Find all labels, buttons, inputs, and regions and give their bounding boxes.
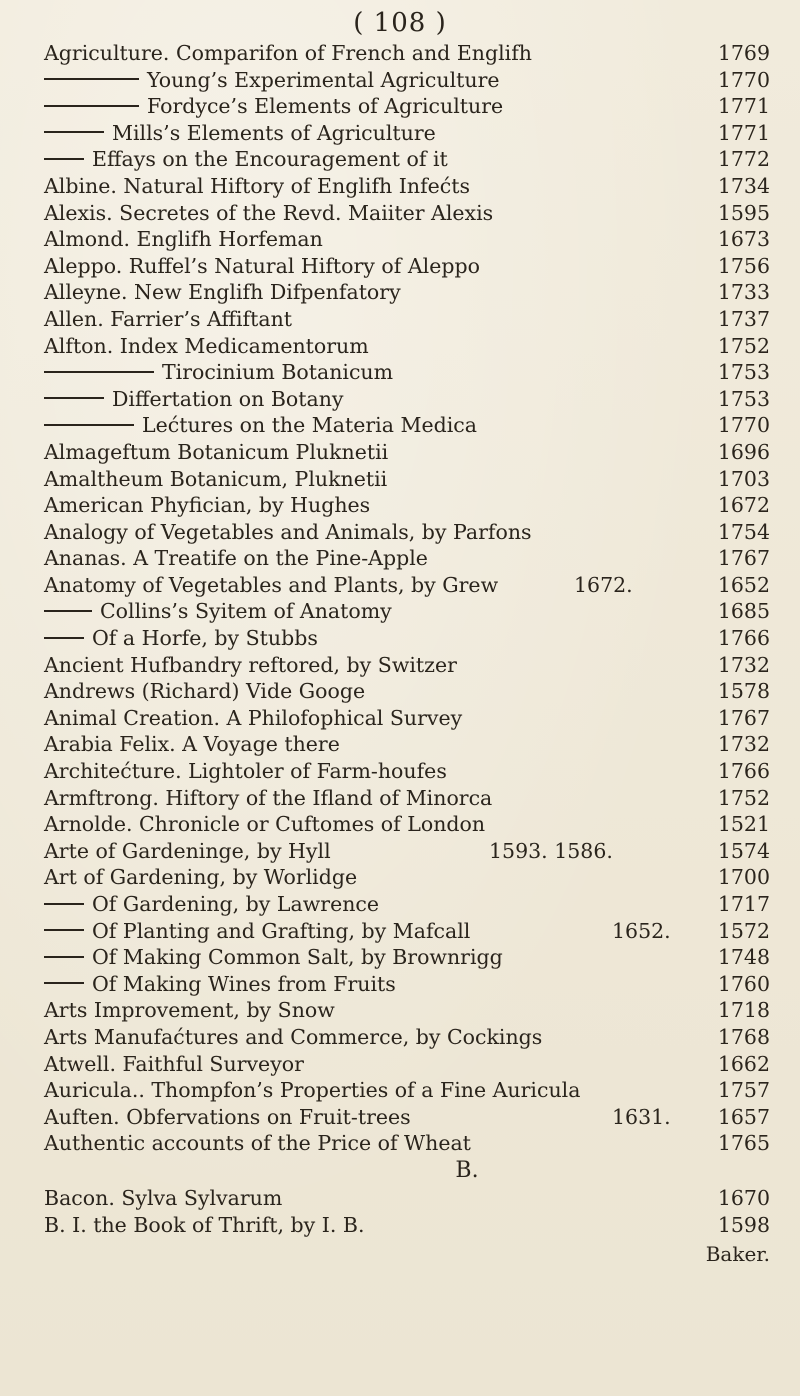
ditto-rule: [44, 424, 134, 426]
catalogue-entry: [44, 891, 770, 918]
catalogue-entry: [44, 359, 770, 386]
entry-year: 1767: [717, 546, 770, 571]
entry-year: 1718: [717, 998, 770, 1023]
entry-year: 1700: [717, 865, 770, 890]
catalogue-entry: [44, 625, 770, 652]
entry-title: [44, 173, 470, 200]
entry-year: 1753: [717, 360, 770, 385]
entry-title: [44, 944, 503, 971]
entry-description: Collins’s Syitem of Anatomy: [100, 599, 392, 624]
entry-year: 1670: [717, 1185, 770, 1210]
entry-title: [44, 652, 457, 679]
entry-year: 1734: [717, 173, 770, 198]
entry-description: Arte of Gardeninge, by Hyll: [44, 838, 331, 863]
entry-title: [44, 386, 344, 413]
entry-year: 1521: [717, 812, 770, 837]
entry-title: [44, 492, 370, 519]
entry-description: Almageftum Botanicum Pluknetii: [44, 439, 389, 464]
entry-description: Young’s Experimental Agriculture: [147, 67, 500, 92]
entry-description: (Richard) Vide Googe: [141, 679, 366, 704]
ditto-rule: [44, 131, 104, 133]
entry-title: [44, 412, 477, 439]
catalogue-entry: [44, 200, 770, 227]
entry-description: Of Gardening, by Lawrence: [92, 892, 380, 916]
catalogue-entry: [44, 67, 770, 94]
entry-heading: Aleppo.: [44, 253, 129, 278]
entry-other-years: 1652.: [612, 918, 671, 943]
page-number: ( 108 ): [353, 8, 447, 38]
catalogue-entry: [44, 146, 770, 173]
entry-description: Authentic accounts of the Price of Wheat: [44, 1131, 471, 1156]
entry-year: 1657: [717, 1104, 770, 1129]
entry-description: Farrier’s Affiftant: [110, 306, 293, 331]
entry-year: 1572: [717, 918, 770, 943]
entry-year: 1737: [717, 306, 770, 331]
entry-description: Effays on the Encouragement of it: [92, 147, 448, 172]
entry-description: Englifh Horfeman: [136, 227, 323, 252]
entry-heading: Alexis.: [44, 200, 120, 225]
entry-description: Natural Hiftory of Englifh Infećts: [123, 173, 471, 198]
entry-year: 1703: [717, 466, 770, 491]
entry-description: Sylva Sylvarum: [121, 1185, 283, 1210]
entry-year: 1752: [717, 785, 770, 810]
entry-title: [44, 333, 369, 360]
entry-title: [44, 1104, 411, 1131]
entry-heading: Almond.: [44, 227, 137, 252]
catalogue-entry: [44, 386, 770, 413]
catalogue-entry: [44, 598, 770, 625]
entry-year: 1757: [717, 1078, 770, 1103]
entry-description: Comparifon of French and Englifh: [175, 41, 533, 65]
catalogue-entry: [44, 678, 770, 705]
catalogue-entry: [44, 253, 770, 280]
entry-description: American Phyfician, by Hughes: [44, 493, 371, 518]
ditto-rule: [44, 610, 92, 612]
catalogue-entry: [44, 439, 770, 466]
entry-title: [44, 625, 318, 652]
entry-description: Ancient Hufbandry reftored, by Switzer: [44, 652, 457, 677]
entry-year: 1673: [717, 227, 770, 252]
entry-heading: Agriculture.: [44, 41, 176, 65]
catalogue-entry: [44, 971, 770, 998]
entry-year: 1753: [717, 386, 770, 411]
catalogue-entry: [44, 572, 770, 599]
entry-year: 1772: [717, 147, 770, 172]
entry-title: [44, 545, 428, 572]
entry-year: 1578: [717, 679, 770, 704]
entry-title: [44, 1130, 471, 1157]
entry-year: 1766: [717, 759, 770, 784]
entry-year: 1770: [717, 413, 770, 438]
catalogue-entry: [44, 1077, 770, 1104]
entry-title: [44, 1051, 304, 1078]
entry-description: Index Medicamentorum: [119, 333, 369, 358]
catalogue-entry: [44, 519, 770, 546]
catalogue-entry: [44, 40, 770, 67]
entry-description: Chronicle or Cuftomes of London: [139, 812, 486, 837]
entry-heading: Auften.: [44, 1104, 127, 1129]
entry-description: Analogy of Vegetables and Animals, by Parfons: [44, 519, 532, 544]
entry-title: [44, 598, 392, 625]
entry-year: 1595: [717, 200, 770, 225]
entry-description: Ruffel’s Natural Hiftory of Aleppo: [128, 253, 480, 278]
entry-title: [44, 200, 493, 227]
entry-title: [44, 226, 323, 253]
entry-title: [44, 1185, 282, 1212]
entry-description: Hiftory of the Ifland of Minorca: [165, 785, 493, 810]
entry-heading: Auricula..: [44, 1078, 152, 1103]
entry-year: 1770: [717, 67, 770, 92]
catalogue-entry: [44, 1130, 770, 1157]
catalogue-entry: [44, 1104, 770, 1131]
entry-year: 1769: [717, 41, 770, 65]
entry-description: Arabia Felix. A Voyage there: [44, 732, 340, 757]
entry-description: Amaltheum Botanicum, Pluknetii: [44, 466, 388, 491]
entry-title: [44, 279, 401, 306]
catalogue-entry: [44, 705, 770, 732]
catalogue-entry: [44, 838, 770, 865]
entry-year: 1765: [717, 1131, 770, 1156]
ditto-rule: [44, 903, 84, 905]
catalogue-entry: [44, 944, 770, 971]
entry-other-years: 1672.: [574, 572, 633, 597]
ditto-rule: [44, 956, 84, 958]
catalogue-entry: [44, 785, 770, 812]
catalogue-entry: [44, 731, 770, 758]
entry-year: 1574: [717, 838, 770, 863]
entry-description: Animal Creation. A Philofophical Survey: [44, 705, 463, 730]
ditto-rule: [44, 929, 84, 931]
entry-description: Of Making Wines from Fruits: [92, 971, 396, 996]
catalogue-entry: [44, 811, 770, 838]
catalogue-entry: [44, 545, 770, 572]
entry-heading: Albine.: [44, 173, 124, 198]
catalogue-entry: [44, 918, 770, 945]
entry-description: Of a Horfe, by Stubbs: [92, 626, 318, 651]
entry-title: [44, 439, 388, 466]
entry-title: [44, 40, 532, 67]
entry-year: 1754: [717, 519, 770, 544]
entry-year: 1766: [717, 626, 770, 651]
entry-description: Tirocinium Botanicum: [162, 360, 394, 385]
catalogue-entry: [44, 492, 770, 519]
entry-title: [44, 67, 500, 94]
catalogue-entry: [44, 1212, 770, 1239]
entry-description: New Englifh Difpenfatory: [134, 280, 401, 305]
entry-heading: Alleyne.: [44, 280, 134, 305]
entry-title: [44, 785, 492, 812]
entry-title: [44, 120, 436, 147]
entry-heading: Allen.: [44, 306, 111, 331]
entry-description: Of Making Common Salt, by Brownrigg: [92, 945, 503, 970]
entry-heading: Andrews: [44, 679, 142, 704]
entry-description: Fordyce’s Elements of Agriculture: [147, 94, 504, 119]
entry-title: [44, 519, 532, 546]
entry-description: Architećture. Lightoler of Farm-houfes: [44, 759, 447, 784]
catalogue-entry: [44, 1185, 770, 1212]
catalogue-entry: [44, 306, 770, 333]
entry-description: Anatomy of Vegetables and Plants, by Grew: [44, 572, 499, 597]
entry-title: [44, 811, 485, 838]
entry-title: [44, 359, 393, 386]
entry-description: Secretes of the Revd. Maiiter Alexis: [119, 200, 494, 225]
ditto-rule: [44, 78, 139, 80]
entry-year: 1760: [717, 971, 770, 996]
ditto-rule: [44, 982, 84, 984]
catalogue-entry: [44, 93, 770, 120]
entry-title: [44, 572, 498, 599]
entry-year: 1662: [717, 1051, 770, 1076]
catalogue-entry: [44, 758, 770, 785]
entry-description: Arts Improvement, by Snow: [44, 998, 335, 1023]
entry-title: [44, 1024, 542, 1051]
entry-year: 1732: [717, 732, 770, 757]
entry-heading: Alfton.: [44, 333, 120, 358]
entry-heading: Arnolde.: [44, 812, 139, 837]
catalogue-entry: [44, 1024, 770, 1051]
entry-year: 1748: [717, 945, 770, 970]
entry-year: 1752: [717, 333, 770, 358]
entry-year: 1696: [717, 439, 770, 464]
entry-year: 1672: [717, 493, 770, 518]
entry-title: [44, 918, 470, 945]
ditto-rule: [44, 105, 139, 107]
catalogue-entry: [44, 466, 770, 493]
catalogue-entry: [44, 1051, 770, 1078]
entry-title: [44, 466, 387, 493]
ditto-rule: [44, 397, 104, 399]
entry-heading: Atwell.: [44, 1051, 123, 1076]
entry-title: [44, 891, 379, 918]
entry-year: 1767: [717, 705, 770, 730]
entry-title: [44, 997, 335, 1024]
entry-year: 1732: [717, 652, 770, 677]
entry-title: [44, 1212, 364, 1239]
entry-year: 1771: [717, 120, 770, 145]
entry-heading: Ananas.: [44, 546, 134, 571]
catalogue-entry: [44, 864, 770, 891]
catalogue-entry: [44, 333, 770, 360]
entry-description: Obfervations on Fruit-trees: [126, 1104, 411, 1129]
entry-title: [44, 864, 357, 891]
entry-title: [44, 146, 448, 173]
entry-year: 1598: [717, 1212, 770, 1237]
catalogue-entry: [44, 652, 770, 679]
catalogue-entry: [44, 173, 770, 200]
ditto-rule: [44, 371, 154, 373]
entry-title: [44, 306, 292, 333]
entry-description: Differtation on Botany: [112, 386, 344, 411]
catalogue-entry: [44, 226, 770, 253]
catalogue-entry: [44, 279, 770, 306]
catchword: Baker.: [705, 1242, 770, 1266]
entry-title: [44, 838, 331, 865]
entry-heading: B. I.: [44, 1212, 94, 1237]
entry-other-years: 1631.: [612, 1104, 671, 1129]
entry-year: 1768: [717, 1024, 770, 1049]
ditto-rule: [44, 158, 84, 160]
entry-heading: Armftrong.: [44, 785, 166, 810]
entry-title: [44, 758, 447, 785]
entry-description: A Treatife on the Pine-Apple: [133, 546, 428, 571]
catalogue-entry: [44, 120, 770, 147]
entry-year: 1756: [717, 253, 770, 278]
entry-title: [44, 971, 396, 998]
section-letter: B.: [455, 1157, 479, 1183]
catalogue-entry: [44, 997, 770, 1024]
entry-description: the Book of Thrift, by I. B.: [93, 1212, 365, 1237]
ditto-rule: [44, 637, 84, 639]
entry-description: Thompfon’s Properties of a Fine Auricula: [151, 1078, 581, 1103]
entry-description: Arts Manufaćtures and Commerce, by Cockings: [44, 1024, 543, 1049]
entry-title: [44, 1077, 580, 1104]
entry-year: 1685: [717, 599, 770, 624]
entry-year: 1652: [717, 572, 770, 597]
catalogue-entry: [44, 412, 770, 439]
entry-title: [44, 93, 503, 120]
entry-year: 1717: [717, 892, 770, 916]
entry-other-years: 1593. 1586.: [489, 838, 613, 863]
entry-title: [44, 678, 365, 705]
entry-title: [44, 705, 462, 732]
entry-description: Faithful Surveyor: [122, 1051, 304, 1076]
entry-year: 1733: [717, 280, 770, 305]
entry-description: Art of Gardening, by Worlidge: [44, 865, 358, 890]
entry-description: Lećtures on the Materia Medica: [142, 413, 477, 438]
entry-description: Of Planting and Grafting, by Mafcall: [92, 918, 471, 943]
entry-year: 1771: [717, 94, 770, 119]
catalogue-entries: [44, 40, 770, 1238]
entry-title: [44, 731, 340, 758]
entry-heading: Bacon.: [44, 1185, 122, 1210]
entry-description: Mills’s Elements of Agriculture: [112, 120, 436, 145]
entry-title: [44, 253, 480, 280]
